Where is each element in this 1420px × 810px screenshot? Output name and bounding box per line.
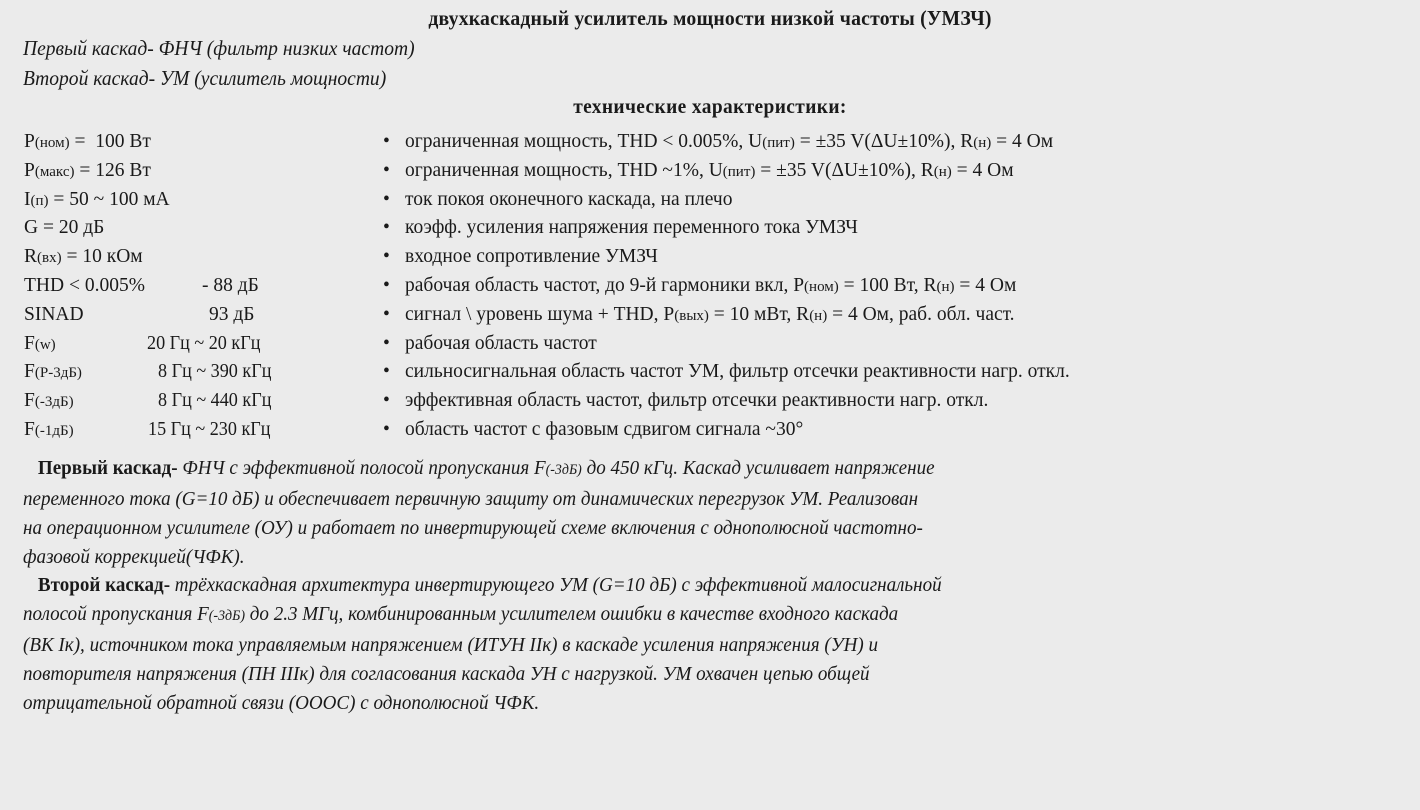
spec-description-text: рабочая область частот, до 9-й гармоники вкл, P(ном) = 100 Вт, R(н) = 4 Ом [405, 274, 1017, 296]
intro-second-stage: Второй каскад- УМ (усилитель мощности) [23, 66, 387, 90]
document-title: двухкаскадный усилитель мощности низкой частоты (УМЗЧ) [428, 6, 992, 30]
spec-param-subscript: (макс) [34, 163, 75, 180]
spec-description-text: эффективная область частот, фильтр отсечки реактивности нагр. откл. [405, 390, 989, 412]
spec-value: 15 Гц ~ 230 кГц [148, 418, 271, 440]
paragraph-line [23, 571, 1306, 600]
bullet-icon: • [383, 390, 390, 412]
spec-description-text: сигнал \ уровень шума + THD, P(вых) = 10 мВт, R(н) = 4 Ом, раб. обл. част. [405, 303, 1015, 325]
spec-param: F(-3дБ) [24, 390, 74, 412]
bullet-icon: • [383, 418, 390, 440]
spec-param: I(п) = 50 ~ 100 мА [24, 188, 170, 210]
spec-row [24, 128, 1414, 157]
bullet-icon: • [383, 131, 390, 152]
subscript: (ном) [804, 278, 839, 295]
spec-description-text: рабочая область частот [405, 332, 597, 354]
subscript: (пит) [722, 163, 756, 180]
spec-row [24, 214, 1414, 243]
spec-description [383, 358, 1070, 387]
spec-row [24, 416, 1414, 445]
spec-description-text: ограниченная мощность, THD < 0.005%, U(пит) = ±35 V(ΔU±10%), R(н) = 4 Ом [405, 131, 1054, 152]
spec-row [24, 358, 1414, 387]
spec-param: F(P-3дБ) [24, 361, 82, 383]
spec-row [24, 272, 1414, 301]
bullet-icon: • [383, 303, 390, 325]
spec-param: SINAD [24, 303, 84, 325]
paragraph-line [23, 485, 1306, 514]
subscript: (вых) [674, 307, 709, 324]
spec-value: - 88 дБ [202, 274, 259, 296]
paragraph-text: фазовой коррекцией(ЧФК). [23, 546, 245, 568]
spec-param: F(w) [24, 332, 56, 354]
spec-param: G = 20 дБ [24, 217, 105, 239]
spec-description-text: ограниченная мощность, THD ~1%, U(пит) = ±35 V(ΔU±10%), R(н) = 4 Ом [405, 159, 1014, 181]
subscript: (н) [809, 307, 828, 324]
spec-row [24, 243, 1414, 272]
spec-row [24, 330, 1414, 359]
bullet-icon: • [383, 332, 390, 354]
paragraph-text: на операционном усилителе (ОУ) и работает по инвертирующей схеме включения с однополюсной частотно- [23, 517, 923, 539]
spec-param: P(макс) = 126 Вт [24, 159, 151, 181]
bullet-icon: • [383, 246, 390, 268]
spec-description [383, 416, 803, 445]
paragraph-line [23, 543, 1306, 572]
spec-description [383, 387, 988, 416]
spec-description [383, 272, 1016, 302]
spec-param: R(вх) = 10 кОм [24, 246, 143, 268]
paragraph-line [23, 631, 1306, 660]
spec-param-subscript: (P-3дБ) [34, 365, 82, 382]
spec-param-subscript: (-3дБ) [34, 394, 74, 411]
spec-param: P(ном) = 100 Вт [24, 131, 151, 152]
bullet-icon: • [383, 159, 390, 181]
spec-description [383, 214, 858, 243]
subscript: (пит) [762, 135, 795, 151]
bullet-icon: • [383, 217, 390, 239]
paragraph-text: полосой пропускания F(-3дБ) до 2.3 МГц, комбинированным усилителем ошибки в качестве входного каскада [23, 603, 899, 625]
paragraph-line [23, 689, 1306, 718]
paragraph-text: отрицательной обратной связи (ООOС) с однополюсной ЧФК. [23, 692, 540, 714]
spec-param: F(-1дБ) [24, 418, 74, 440]
subscript: (-3дБ) [208, 608, 245, 624]
spec-value: 20 Гц ~ 20 кГц [147, 332, 261, 354]
spec-description-text: сильносигнальная область частот УМ, фильтр отсечки реактивности нагр. откл. [405, 361, 1070, 383]
spec-param-subscript: (п) [30, 192, 49, 209]
paragraph-text: повторителя напряжения (ПН IIIк) для согласования каскада УН с нагрузкой. УМ охвачен цепью общей [23, 663, 870, 685]
specs-table [24, 128, 1414, 445]
spec-row [24, 157, 1414, 186]
spec-value: 93 дБ [209, 303, 255, 325]
paragraph-lead: Второй каскад- [37, 574, 171, 596]
spec-description-text: ток покоя оконечного каскада, на плечо [405, 188, 733, 210]
spec-param-subscript: (вх) [37, 250, 62, 267]
spec-description-text: коэфф. усиления напряжения переменного тока УМЗЧ [405, 217, 858, 239]
spec-description-text: входное сопротивление УМЗЧ [405, 246, 658, 268]
spec-description [383, 157, 1014, 187]
paragraph-second-stage [23, 571, 1403, 718]
paragraph-line [23, 600, 1306, 631]
spec-description-text: область частот с фазовым сдвигом сигнала ~30° [405, 418, 804, 440]
paragraph-lead: Первый каскад- [37, 457, 178, 479]
subscript: (н) [973, 135, 992, 151]
spec-description [383, 186, 732, 215]
subscript: (н) [936, 278, 955, 295]
paragraph-text: (ВК Iк), источником тока управляемым напряжением (ИТУН IIк) в каскаде усиления напряжения (УН) и [23, 634, 878, 656]
spec-param-subscript: (ном) [34, 135, 70, 151]
paragraph-text: ФНЧ с эффективной полосой пропускания F(-3дБ) до 450 кГц. Каскад усиливает напряжение [177, 457, 935, 479]
bullet-icon: • [383, 188, 390, 210]
spec-description [383, 301, 1015, 331]
spec-row [24, 186, 1414, 215]
subscript: (н) [933, 163, 952, 180]
specs-heading: технические характеристики: [573, 96, 847, 118]
paragraph-first-stage [23, 454, 1403, 572]
paragraph-line [23, 454, 1306, 485]
bullet-icon: • [383, 361, 390, 383]
spec-description [383, 128, 1053, 158]
spec-description [383, 330, 597, 359]
paragraph-text: трёхкаскадная архитектура инвертирующего УМ (G=10 дБ) с эффективной малосигнальной [170, 574, 942, 596]
spec-row [24, 301, 1414, 330]
paragraph-line [23, 514, 1306, 543]
intro-first-stage: Первый каскад- ФНЧ (фильтр низких частот) [23, 36, 415, 60]
subscript: (-3дБ) [545, 462, 582, 478]
spec-param: THD < 0.005% [24, 274, 145, 296]
spec-value: 8 Гц ~ 440 кГц [158, 390, 272, 412]
paragraph-text: переменного тока (G=10 дБ) и обеспечивает первичную защиту от динамических перегрузок УМ. Реализован [23, 488, 919, 510]
spec-description [383, 243, 658, 272]
spec-param-subscript: (-1дБ) [34, 422, 74, 439]
spec-row [24, 387, 1414, 416]
spec-value: 8 Гц ~ 390 кГц [158, 361, 272, 383]
spec-param-subscript: (w) [34, 336, 56, 353]
paragraph-line [23, 660, 1306, 689]
bullet-icon: • [383, 274, 390, 296]
